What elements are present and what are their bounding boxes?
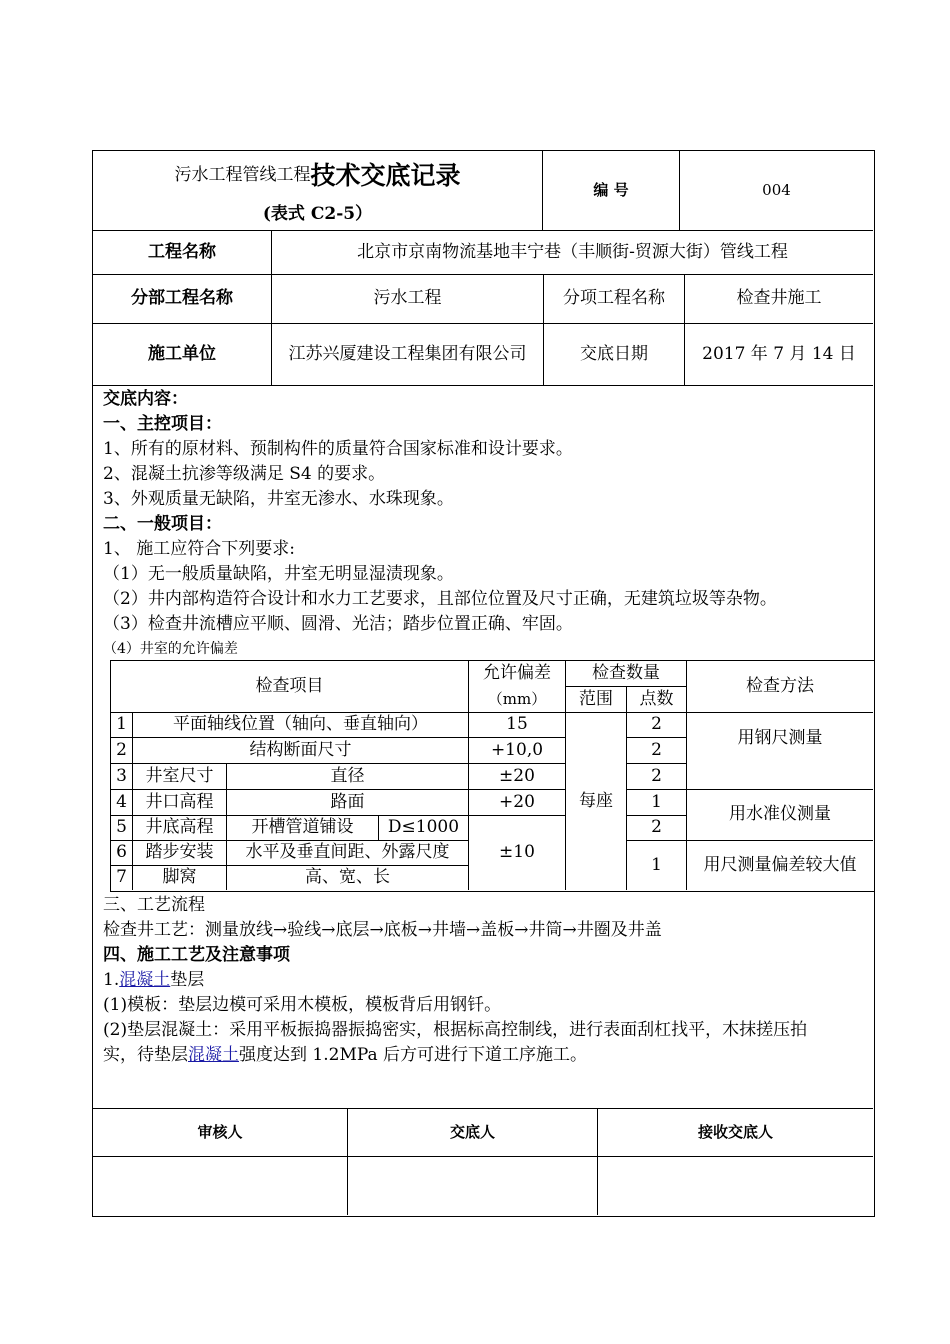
- header-method: 检查方法: [746, 675, 814, 696]
- method-ruler-max: 用尺测量偏差较大值: [703, 854, 857, 875]
- item-label: 分项工程名称: [563, 288, 665, 309]
- subproject-label: 分部工程名称: [131, 288, 233, 309]
- row-sub-3: 直径: [330, 765, 365, 786]
- discloser-label: 交底人: [449, 1123, 495, 1142]
- technique-cushion-pre: 实，待垫层: [103, 1045, 188, 1065]
- row-item-4: 井口高程: [145, 791, 214, 812]
- row-no-2: 2: [116, 739, 127, 760]
- main-item-3: 3、外观质量无缺陷，井室无渗水、水珠现象。: [103, 489, 454, 509]
- process-title: 三、工艺流程: [103, 895, 205, 915]
- method-level: 用水准仪测量: [729, 804, 831, 825]
- project-name-value: 北京市京南物流基地丰宁巷（丰顺街-贸源大街）管线工程: [357, 241, 788, 262]
- header-range: 范围: [579, 688, 613, 709]
- row-no-4: 4: [116, 791, 127, 812]
- technique-formwork: (1)模板：垫层边模可采用木模板，模板背后用钢钎。: [103, 995, 502, 1015]
- content-heading: 交底内容：: [103, 389, 188, 409]
- row-dev-1: 15: [506, 714, 528, 735]
- range-merged: 每座: [579, 790, 613, 811]
- technique-title: 四、施工工艺及注意事项: [103, 945, 290, 965]
- item-value: 检查井施工: [736, 288, 822, 309]
- technique-cushion-cont: [103, 1043, 587, 1068]
- disclosure-date-label: 交底日期: [580, 343, 648, 364]
- row-no-6: 6: [116, 842, 127, 863]
- row-item-2: 结构断面尺寸: [249, 739, 352, 760]
- method-steel-ruler: 用钢尺测量: [737, 728, 823, 749]
- row-sub-6: 水平及垂直间距、外露尺度: [245, 842, 450, 863]
- form-code: (表式 C2-5）: [262, 204, 373, 225]
- row-dev-3: ±20: [499, 765, 535, 786]
- header-points: 点数: [639, 688, 674, 709]
- row-sub-7: 高、宽、长: [305, 867, 390, 888]
- main-item-1: 1、所有的原材料、预制构件的质量符合国家标准和设计要求。: [103, 439, 573, 459]
- main-item-2: 2、混凝土抗渗等级满足 S4 的要求。: [103, 464, 386, 484]
- row-item-7: 脚窝: [162, 867, 197, 888]
- row-sub2-5: D≤1000: [387, 817, 460, 838]
- general-item-2: （1）无一般质量缺陷，井室无明显湿渍现象。: [103, 564, 454, 584]
- discloser-signature[interactable]: [348, 1157, 597, 1215]
- header-deviation-unit: （mm）: [487, 690, 547, 709]
- row-no-5: 5: [116, 817, 127, 838]
- general-items-title: 二、一般项目：: [103, 514, 222, 534]
- concrete-link[interactable]: 混凝土: [119, 970, 171, 990]
- row-no-7: 7: [116, 867, 127, 888]
- title-main: 技术交底记录: [310, 161, 461, 191]
- row-points-3: 2: [651, 765, 662, 786]
- number-label: 编 号: [593, 181, 629, 200]
- row-item-3: 井室尺寸: [145, 765, 214, 786]
- general-item-4: （3）检查井流槽应平顺、圆滑、光洁；踏步位置正确、牢固。: [103, 614, 573, 634]
- general-item-1: 1、 施工应符合下列要求:: [103, 539, 295, 559]
- number-value: 004: [762, 181, 791, 200]
- main-items-title: 一、主控项目：: [103, 414, 222, 434]
- reviewer-label: 审核人: [197, 1123, 243, 1142]
- row-dev-2: +10,0: [490, 739, 544, 760]
- disclosure-date-value: 2017 年 7 月 14 日: [702, 343, 856, 364]
- row-no-1: 1: [116, 714, 127, 735]
- row-dev-4: +20: [499, 791, 535, 812]
- technique-item-1-rest: 垫层: [170, 970, 205, 990]
- form-title: [93, 151, 542, 201]
- row-points-4: 1: [651, 791, 662, 812]
- project-name-label: 工程名称: [148, 241, 216, 262]
- technique-cushion-post: 强度达到 1.2MPa 后方可进行下道工序施工。: [239, 1045, 588, 1065]
- construction-unit-value: 江苏兴厦建设工程集团有限公司: [288, 343, 527, 364]
- row-sub-4: 路面: [330, 791, 365, 812]
- row-no-3: 3: [116, 765, 127, 786]
- construction-unit-label: 施工单位: [148, 343, 216, 364]
- row-dev-merged: ±10: [499, 842, 535, 863]
- table-caption: （4）井室的允许偏差: [103, 641, 238, 657]
- row-sub-5: 开槽管道铺设: [251, 817, 354, 838]
- row-item-6: 踏步安装: [145, 842, 214, 863]
- general-item-3: （2）井内部构造符合设计和水力工艺要求，且部位位置及尺寸正确，无建筑垃圾等杂物。: [103, 589, 777, 609]
- technique-cushion: (2)垫层混凝土：采用平板振捣器振捣密实，根据标高控制线，进行表面刮杠找平，木抹搓压拍: [103, 1020, 808, 1040]
- row-item-5: 井底高程: [145, 817, 214, 838]
- technique-item-1-num: 1.: [103, 970, 120, 990]
- reviewer-signature[interactable]: [93, 1157, 347, 1215]
- title-prefix: 污水工程管线工程: [174, 165, 311, 186]
- row-points-5: 2: [651, 817, 662, 838]
- row-points-1: 2: [651, 714, 662, 735]
- row-points-2: 2: [651, 739, 662, 760]
- concrete-link-2[interactable]: 混凝土: [188, 1045, 239, 1065]
- row-points-merged: 1: [651, 854, 662, 875]
- header-deviation: 允许偏差: [483, 663, 551, 684]
- subproject-value: 污水工程: [373, 288, 442, 309]
- process-flow: 检查井工艺：测量放线→验线→底层→底板→井墙→盖板→井筒→井圈及井盖: [103, 920, 662, 940]
- receiver-label: 接收交底人: [697, 1123, 773, 1142]
- header-check-quantity: 检查数量: [592, 662, 660, 683]
- receiver-signature[interactable]: [598, 1157, 873, 1215]
- row-item-1: 平面轴线位置（轴向、垂直轴向）: [173, 714, 428, 735]
- header-check-item: 检查项目: [255, 675, 324, 696]
- technique-item-1: [103, 968, 204, 993]
